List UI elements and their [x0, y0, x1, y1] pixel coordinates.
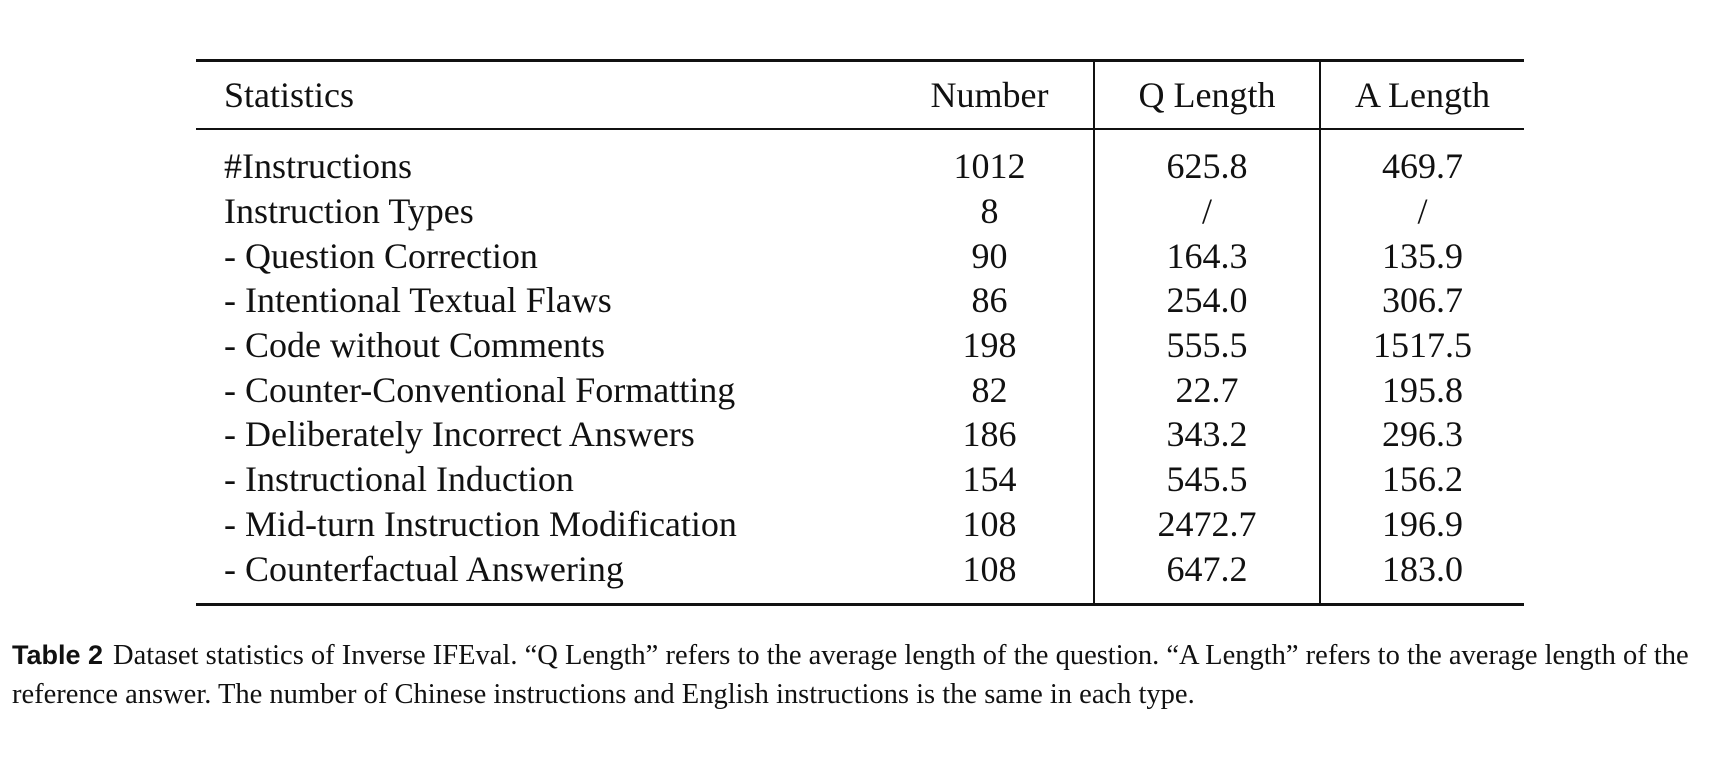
row-a-length: 183.0	[1320, 546, 1524, 604]
row-q-length: 647.2	[1094, 546, 1320, 604]
row-label: - Counter-Conventional Formatting	[224, 369, 736, 410]
row-a-length: 135.9	[1320, 233, 1524, 278]
row-q-length: 625.8	[1094, 129, 1320, 189]
row-a-length: 156.2	[1320, 457, 1524, 502]
table-row	[196, 233, 1524, 278]
row-number: 154	[962, 459, 1017, 500]
row-q-length: 254.0	[1094, 278, 1320, 323]
row-q-length: 343.2	[1094, 412, 1320, 457]
row-number: 186	[962, 414, 1017, 455]
table-row	[196, 323, 1524, 368]
row-number: 86	[971, 280, 1008, 321]
row-q-length: 2472.7	[1094, 502, 1320, 547]
row-number: 90	[971, 235, 1008, 276]
row-label: - Intentional Textual Flaws	[224, 280, 612, 321]
header-q-length: Q Length	[1094, 61, 1320, 130]
row-a-length: 195.8	[1320, 367, 1524, 412]
header-number: Number	[930, 75, 1049, 115]
row-q-length: 545.5	[1094, 457, 1320, 502]
caption-label: Table 2	[12, 640, 104, 670]
row-label: - Mid-turn Instruction Modification	[224, 503, 737, 544]
table-row	[196, 502, 1524, 547]
table-row	[196, 129, 1524, 189]
row-label: - Deliberately Incorrect Answers	[224, 414, 695, 455]
statistics-table	[196, 59, 1524, 606]
row-a-length: 196.9	[1320, 502, 1524, 547]
table-row	[196, 546, 1524, 604]
row-q-length: /	[1094, 189, 1320, 234]
row-q-length: 164.3	[1094, 233, 1320, 278]
row-number: 198	[962, 325, 1017, 366]
row-label: - Code without Comments	[224, 325, 605, 366]
row-label: Instruction Types	[224, 191, 474, 232]
header-statistics: Statistics	[224, 75, 355, 115]
row-q-length: 555.5	[1094, 323, 1320, 368]
row-number: 108	[962, 503, 1017, 544]
table-row	[196, 278, 1524, 323]
row-number: 82	[971, 369, 1008, 410]
statistics-table-container	[196, 59, 1524, 606]
header-row	[196, 61, 1524, 130]
row-label: - Question Correction	[224, 235, 538, 276]
caption-text: Dataset statistics of Inverse IFEval. “Q Length” refers to the average length of the question. “A Length” refers to the average length of the reference answer. The number of Chinese instructions and English instructions is the same in each type.	[12, 640, 1689, 710]
row-label: #Instructions	[224, 146, 412, 187]
row-number: 8	[980, 191, 999, 232]
row-a-length: 1517.5	[1320, 323, 1524, 368]
table-row	[196, 189, 1524, 234]
row-a-length: 296.3	[1320, 412, 1524, 457]
row-a-length: 306.7	[1320, 278, 1524, 323]
row-a-length: 469.7	[1320, 129, 1524, 189]
table-body	[196, 129, 1524, 604]
row-number: 108	[962, 548, 1017, 589]
row-q-length: 22.7	[1094, 367, 1320, 412]
row-label: - Instructional Induction	[224, 459, 574, 500]
table-header	[196, 61, 1524, 130]
row-number: 1012	[953, 146, 1026, 187]
row-label: - Counterfactual Answering	[224, 548, 624, 589]
table-row	[196, 412, 1524, 457]
row-a-length: /	[1320, 189, 1524, 234]
header-a-length: A Length	[1320, 61, 1524, 130]
table-caption	[12, 636, 1710, 714]
table-row	[196, 367, 1524, 412]
table-row	[196, 457, 1524, 502]
